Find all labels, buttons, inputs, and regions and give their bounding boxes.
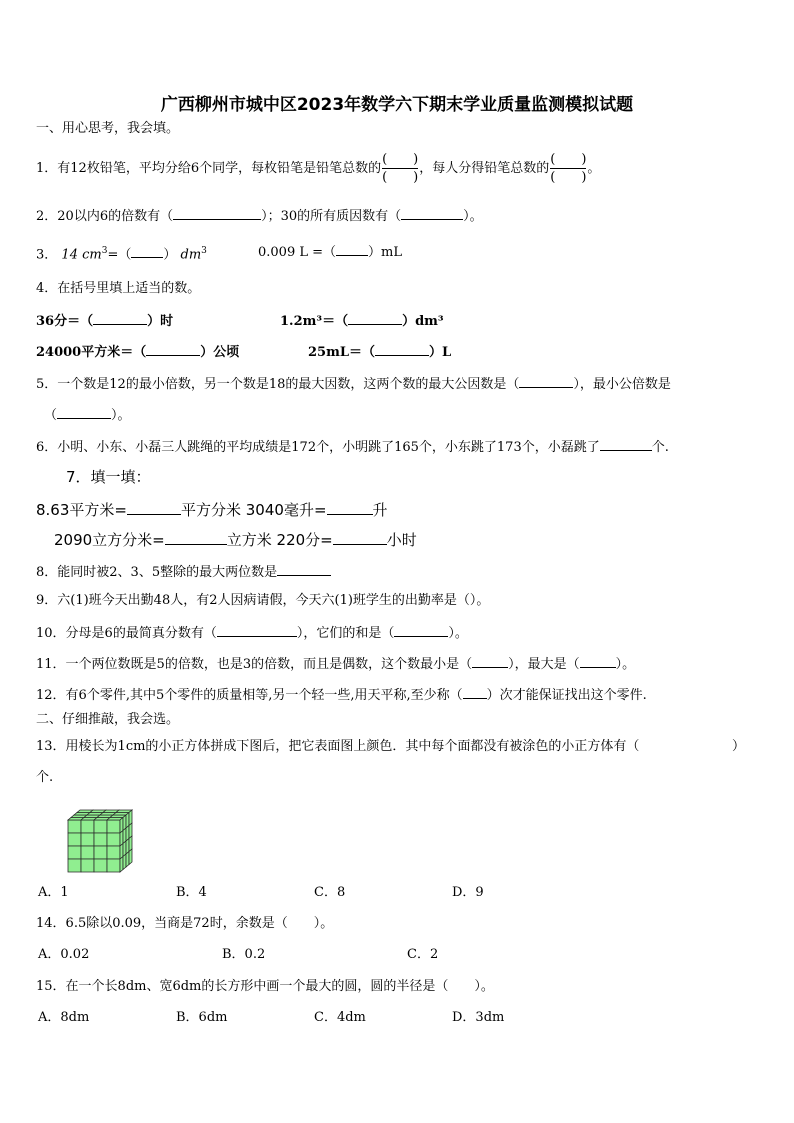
- question-12: [36, 686, 647, 704]
- q11-text-a: 11．一个两位数既是5的倍数，也是3的倍数，而且是偶数，这个数最小是（: [36, 657, 473, 672]
- cube-side-square: [123, 854, 126, 870]
- q15-option-c[interactable]: C．4dm: [314, 1010, 366, 1025]
- question-4-row2a: [36, 343, 239, 361]
- cube-side-square: [129, 849, 132, 865]
- q5-text-d: ）。: [111, 408, 131, 423]
- q15-option-d[interactable]: D．3dm: [452, 1010, 505, 1025]
- cube-front-square: [94, 820, 107, 833]
- q3-value: 14: [61, 247, 78, 263]
- cube-front-square: [94, 859, 107, 872]
- q3-eq: =（: [107, 247, 132, 263]
- answer-blank[interactable]: [463, 686, 487, 699]
- q4-r1d: ）dm³: [402, 314, 444, 329]
- q2-text-a: 2．20以内6的倍数有（: [36, 209, 174, 224]
- q10-text-a: 10．分母是6的最简真分数有（: [36, 626, 217, 641]
- q12-text-a: 12．有6个零件,其中5个零件的质量相等,另一个轻一些,用天平称,至少称（: [36, 688, 463, 703]
- answer-blank[interactable]: [375, 343, 429, 356]
- q3-text-f: ）mL: [368, 245, 402, 260]
- q4-r1a: 36分＝（: [36, 314, 94, 329]
- answer-blank[interactable]: [580, 655, 616, 668]
- cube-front-square: [94, 833, 107, 846]
- question-13: [36, 739, 639, 755]
- section-1-heading: 一、用心思考，我会填。: [36, 121, 180, 136]
- question-9: 9．六(1)班今天出勤48人，有2人因病请假，今天六(1)班学生的出勤率是（）。: [36, 593, 490, 608]
- question-13-close: ）: [732, 739, 746, 754]
- q5-text-c: （: [44, 408, 58, 423]
- q4-r2d: ）L: [429, 345, 452, 360]
- answer-blank[interactable]: [277, 563, 331, 576]
- answer-blank[interactable]: [519, 375, 573, 388]
- answer-blank[interactable]: [165, 530, 227, 545]
- answer-blank[interactable]: [131, 245, 163, 258]
- q7-r2a: 2090立方分米=: [54, 531, 165, 549]
- question-13-cont: 个.: [36, 770, 54, 785]
- q7-r1c: 3040毫升=: [245, 501, 327, 519]
- q5-text-b: ），最小公倍数是: [573, 377, 671, 392]
- answer-blank[interactable]: [472, 655, 508, 668]
- q4-r2c: 25mL＝（: [308, 345, 375, 360]
- exponent: 3: [101, 246, 108, 256]
- q7-r2b: 立方米: [226, 531, 272, 549]
- cube-front-square: [68, 833, 81, 846]
- q14-option-a[interactable]: A．0.02: [38, 947, 90, 962]
- q7-r1b: 平方分米: [180, 501, 241, 519]
- q14-option-b[interactable]: B．0.2: [222, 947, 266, 962]
- question-10: [36, 624, 468, 642]
- answer-blank[interactable]: [401, 207, 463, 220]
- cube-side-square: [120, 857, 123, 873]
- q13-option-a[interactable]: A．1: [38, 885, 69, 900]
- q3-label: 3．: [36, 247, 58, 263]
- q13-option-c[interactable]: C．8: [314, 885, 346, 900]
- cube-front-square: [81, 833, 94, 846]
- q7-r2d: 小时: [386, 531, 417, 549]
- q3-close: ）: [163, 247, 177, 263]
- unit-dm: dm: [180, 247, 202, 263]
- cube-front-square: [94, 846, 107, 859]
- cube-front-square: [107, 820, 120, 833]
- answer-blank[interactable]: [336, 243, 368, 256]
- exponent: 3: [201, 246, 207, 256]
- answer-blank[interactable]: [57, 406, 111, 419]
- q11-text-b: ），最大是（: [508, 657, 580, 672]
- answer-blank[interactable]: [333, 530, 387, 545]
- q8-text: 8．能同时被2、3、5整除的最大两位数是: [36, 565, 278, 580]
- section-2-heading: 二、仔细推敲，我会选。: [36, 712, 180, 727]
- q10-text-c: ）。: [448, 626, 468, 641]
- q7-r2c: 220分=: [276, 531, 333, 549]
- question-6: [36, 438, 669, 456]
- answer-blank[interactable]: [217, 624, 297, 637]
- cube-front-square: [107, 833, 120, 846]
- page-title: 广西柳州市城中区2023年数学六下期末学业质量监测模拟试题: [160, 95, 634, 115]
- fraction-blank[interactable]: $\frac{( )}{( )}$: [382, 152, 419, 185]
- question-7-row2: [54, 530, 417, 548]
- q10-text-b: ），它们的和是（: [296, 626, 395, 641]
- cube-side-square: [126, 852, 129, 868]
- question-3b: [258, 243, 402, 261]
- question-3: [36, 243, 207, 263]
- q13-option-b[interactable]: B．4: [176, 885, 207, 900]
- answer-blank[interactable]: [394, 624, 448, 637]
- q4-r2b: ）公顷: [200, 345, 240, 360]
- answer-blank[interactable]: [93, 312, 147, 325]
- question-1: [36, 152, 600, 186]
- q15-option-b[interactable]: B．6dm: [176, 1010, 228, 1025]
- question-7-title: 7．填一填：: [66, 468, 151, 486]
- q2-text-b: ）；30的所有质因数有（: [261, 209, 402, 224]
- question-15: 15．在一个长8dm、宽6dm的长方形中画一个最大的圆，圆的半径是（ ）。: [36, 979, 494, 994]
- question-4-row1b: [280, 312, 444, 330]
- q4-r1c: 1.2m³＝（: [280, 314, 349, 329]
- q1-text-a: 1．有12枚铅笔，平均分给6个同学，每枚铅笔是铅笔总数的: [36, 161, 382, 176]
- question-8: [36, 563, 331, 581]
- cube-grid: [68, 810, 132, 872]
- q1-text-c: 。: [587, 161, 601, 176]
- question-4-row2b: [308, 343, 451, 361]
- q11-text-c: ）。: [615, 657, 636, 672]
- cube-front-square: [107, 859, 120, 872]
- cube-front-square: [68, 859, 81, 872]
- q6-text-a: 6．小明、小东、小磊三人跳绳的平均成绩是172个，小明跳了165个，小东跳了173个，小磊跳了: [36, 440, 600, 455]
- q13-option-d[interactable]: D．9: [452, 885, 484, 900]
- q1-text-b: ，每人分得铅笔总数的: [419, 161, 550, 176]
- question-5: [36, 375, 671, 393]
- cube-figure: [66, 808, 142, 874]
- question-5-cont: [44, 406, 131, 424]
- q4-r2a: 24000平方米＝（: [36, 345, 147, 360]
- answer-blank[interactable]: [600, 438, 652, 451]
- q7-r1a: 8.63平方米=: [36, 501, 127, 519]
- answer-blank[interactable]: [146, 343, 200, 356]
- q15-option-a[interactable]: A．8dm: [38, 1010, 90, 1025]
- cube-front-square: [68, 820, 81, 833]
- answer-blank[interactable]: [327, 500, 373, 515]
- question-14: 14．6.5除以0.09，当商是72时，余数是（ ）。: [36, 916, 334, 931]
- answer-blank[interactable]: [127, 500, 181, 515]
- q12-text-b: ）次才能保证找出这个零件.: [486, 688, 647, 703]
- q5-text-a: 5．一个数是12的最小倍数，另一个数是18的最大因数，这两个数的最大公因数是（: [36, 377, 520, 392]
- q6-text-b: 个.: [651, 440, 669, 455]
- question-4-title: 4．在括号里填上适当的数。: [36, 281, 201, 296]
- answer-blank[interactable]: [173, 207, 261, 220]
- answer-blank[interactable]: [348, 312, 402, 325]
- cube-front-square: [68, 846, 81, 859]
- unit-cm: cm: [82, 247, 102, 263]
- q3-text-e: 0.009 L =（: [258, 245, 337, 260]
- q7-r1d: 升: [372, 501, 388, 519]
- question-2: [36, 207, 483, 225]
- q13-text-a: 13．用棱长为1cm的小正方体拼成下图后，把它表面图上颜色．其中每个面都没有被涂色的小正方体有（: [36, 739, 640, 754]
- cube-front-square: [81, 859, 94, 872]
- question-4-row1a: [36, 312, 173, 330]
- fraction-blank[interactable]: $\frac{( )}{( )}$: [550, 152, 587, 185]
- question-11: [36, 655, 635, 673]
- cube-front-square: [81, 846, 94, 859]
- question-7-row1: [36, 500, 388, 518]
- q14-option-c[interactable]: C．2: [407, 947, 439, 962]
- cube-front-square: [81, 820, 94, 833]
- q4-r1b: ）时: [147, 314, 174, 329]
- cube-front-square: [107, 846, 120, 859]
- q2-text-c: ）。: [463, 209, 483, 224]
